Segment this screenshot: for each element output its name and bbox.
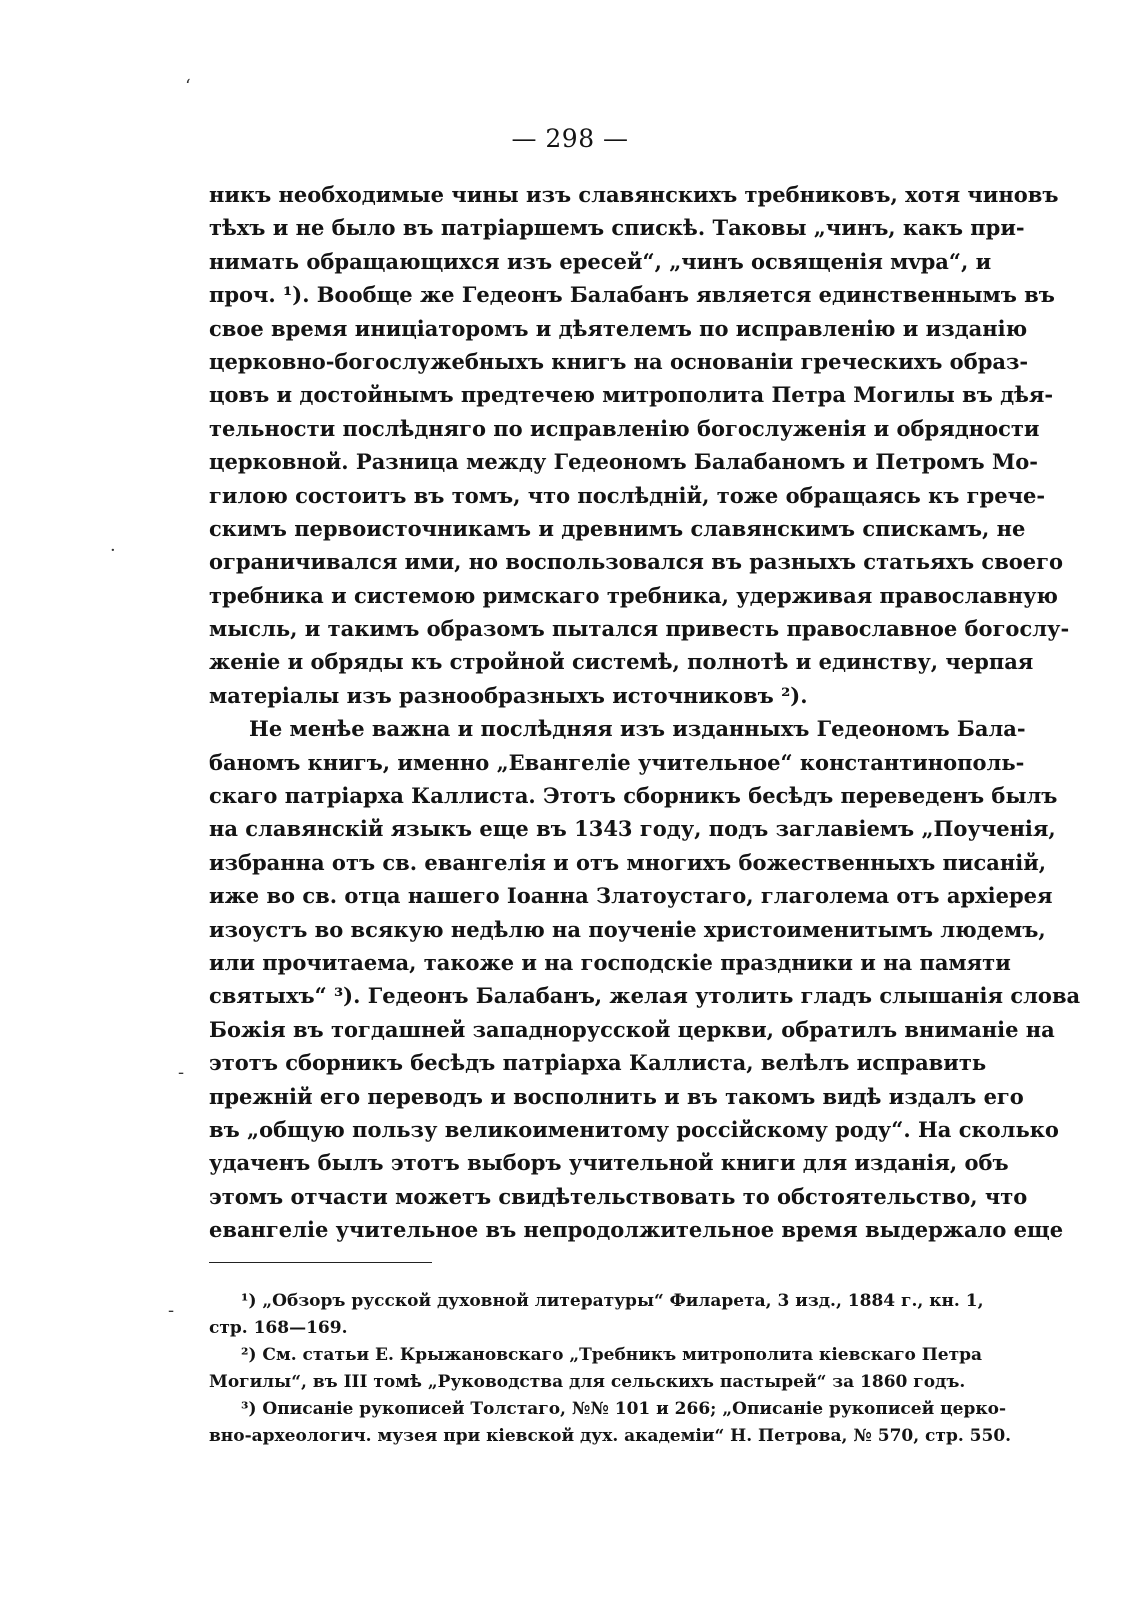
body-line: цовъ и достойнымъ предтечею митрополита Петра Могилы въ дѣя-	[209, 382, 1054, 408]
footnote-line: ¹) „Обзоръ русской духовной литературы“ Филарета, 3 изд., 1884 г., кн. 1,	[241, 1291, 984, 1311]
footnote-line: Могилы“, въ III томѣ „Руководства для сельскихъ пастырей“ за 1860 годъ.	[209, 1372, 966, 1392]
body-line: въ „общую пользу великоименитому россійскому роду“. На сколько	[209, 1116, 1059, 1142]
scan-mark: -	[168, 1300, 175, 1321]
body-line: церковно-богослужебныхъ книгъ на основаніи греческихъ образ-	[209, 348, 1029, 374]
scan-mark: ·	[110, 540, 116, 561]
body-line: проч. ¹). Вообще же Гедеонъ Балабанъ является единственнымъ въ	[209, 282, 1055, 308]
body-line: церковной. Разница между Гедеономъ Балабаномъ и Петромъ Мо-	[209, 449, 1038, 475]
footnote-line: вно-археологич. музея при кіевской дух. академіи“ Н. Петрова, № 570, стр. 550.	[209, 1426, 1012, 1446]
body-line: мысль, и такимъ образомъ пытался привесть православное богослу-	[209, 616, 1070, 642]
body-line: этомъ отчасти можетъ свидѣтельствовать то обстоятельство, что	[209, 1183, 1028, 1209]
body-line: Не менѣе важна и послѣдняя изъ изданныхъ Гедеономъ Бала-	[249, 716, 1026, 742]
body-line: свое время иниціаторомъ и дѣятелемъ по исправленію и изданію	[209, 315, 1028, 341]
footnote-divider	[209, 1262, 432, 1263]
body-line: изоустъ во всякую недѣлю на поученіе христоименитымъ людемъ,	[209, 916, 1046, 942]
body-line: гилою состоитъ въ томъ, что послѣдній, тоже обращаясь къ грече-	[209, 482, 1046, 508]
footnote-line: стр. 168—169.	[209, 1318, 348, 1338]
body-line: баномъ книгъ, именно „Евангеліе учительное“ константинополь-	[209, 749, 1025, 775]
body-line: тельности послѣдняго по исправленію богослуженія и обрядности	[209, 415, 1040, 441]
body-line: удаченъ былъ этотъ выборъ учительной книги для изданія, объ	[209, 1150, 1009, 1176]
page-number: — 298 —	[511, 124, 629, 153]
body-line: или прочитаема, такоже и на господскіе праздники и на памяти	[209, 949, 1011, 975]
body-line: прежній его переводъ и восполнить и въ такомъ видѣ издалъ его	[209, 1083, 1024, 1109]
body-line: женіе и обряды къ стройной системѣ, полнотѣ и единству, черпая	[209, 649, 1034, 675]
body-line: скаго патріарха Каллиста. Этотъ сборникъ бесѣдъ переведенъ былъ	[209, 783, 1058, 809]
body-line: иже во св. отца нашего Іоанна Златоустаго, глаголема отъ архіерея	[209, 883, 1053, 909]
body-line: святыхъ“ ³). Гедеонъ Балабанъ, желая утолить гладъ слышанія слова	[209, 983, 1081, 1009]
footnote-line: ³) Описаніе рукописей Толстаго, №№ 101 и 266; „Описаніе рукописей церко-	[241, 1399, 1007, 1419]
body-line: скимъ первоисточникамъ и древнимъ славянскимъ спискамъ, не	[209, 515, 1026, 541]
body-line: матеріалы изъ разнообразныхъ источниковъ ²).	[209, 682, 808, 708]
body-line: требника и системою римскаго требника, удерживая православную	[209, 582, 1058, 608]
body-line: нимать обращающихся изъ ересей“, „чинъ освященія мvра“, и	[209, 248, 992, 274]
body-line: на славянскій языкъ еще въ 1343 году, подъ заглавіемъ „Поученія,	[209, 816, 1056, 842]
body-line: евангеліе учительное въ непродолжительное время выдержало еще	[209, 1217, 1064, 1243]
scan-mark: -	[178, 1062, 185, 1083]
body-line: ограничивался ими, но воспользовался въ разныхъ статьяхъ своего	[209, 549, 1064, 575]
body-text	[209, 178, 1081, 1247]
footnotes	[209, 1288, 1012, 1450]
footnote-line: ²) См. статьи Е. Крыжановскаго „Требникъ митрополита кіевскаго Петра	[241, 1345, 983, 1365]
body-line: избранна отъ св. евангелія и отъ многихъ божественныхъ писаній,	[209, 849, 1047, 875]
body-line: этотъ сборникъ бесѣдъ патріарха Каллиста, велѣлъ исправить	[209, 1050, 987, 1076]
body-line: Божія въ тогдашней западнорусской церкви, обратилъ вниманіе на	[209, 1016, 1055, 1042]
scan-mark: ʻ	[185, 76, 191, 97]
body-line: никъ необходимые чины изъ славянскихъ требниковъ, хотя чиновъ	[209, 182, 1059, 207]
body-line: тѣхъ и не было въ патріаршемъ спискѣ. Таковы „чинъ, какъ при-	[209, 215, 1025, 241]
